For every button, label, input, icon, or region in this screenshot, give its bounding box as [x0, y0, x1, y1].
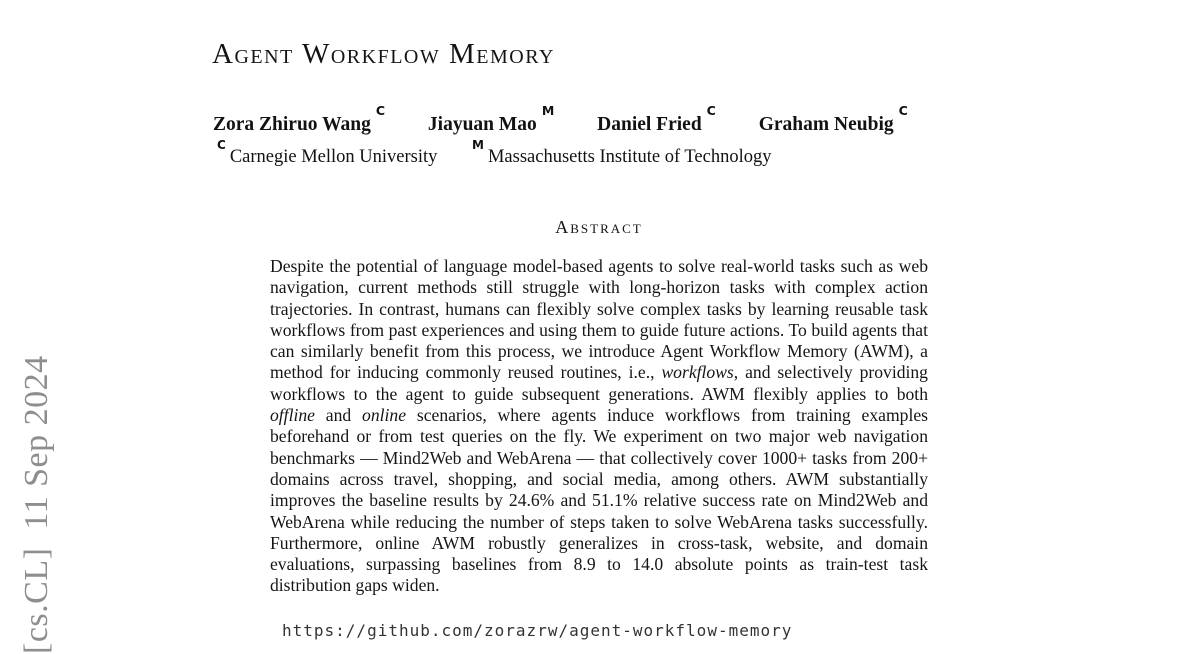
- author-3: [597, 103, 716, 135]
- author-4-affiliation-mark: C: [898, 103, 908, 118]
- author-2-affiliation-mark: M: [541, 103, 555, 118]
- repo-link[interactable]: https://github.com/zorazrw/agent-workflow-memory: [282, 621, 793, 640]
- affiliation-2-mark: M: [472, 138, 484, 152]
- affiliation-2: [472, 138, 772, 168]
- abstract-text-run: Despite the potential of language model-based agents to solve real-world tasks such as web navigation, current methods still struggle with long-horizon tasks with complex action trajectories. In contrast, humans can flexibly solve complex tasks by learning reusable task workflows from past experiences and using them to guide future actions. To build agents that can similarly benefit from this process, we introduce Agent Workflow Memory (AWM), a method for inducing commonly reused routines, i.e.,: [270, 256, 928, 383]
- paper-title: Agent Workflow Memory: [212, 38, 555, 70]
- author-4: [758, 103, 908, 135]
- abstract-italic-run: workflows: [661, 362, 734, 383]
- author-4-name: Graham Neubig: [758, 113, 894, 135]
- author-3-affiliation-mark: C: [706, 103, 716, 118]
- affiliations-row: [217, 138, 772, 168]
- abstract-text-run: and: [314, 405, 363, 426]
- abstract-italic-run: offline: [270, 405, 315, 426]
- author-3-name: Daniel Fried: [597, 113, 702, 135]
- abstract-text-run: , and selectively providing workflows to the agent to guide subsequent generations. AWM flexibly applies to both: [270, 362, 928, 404]
- authors-row: [213, 103, 908, 136]
- affiliation-2-name: Massachusetts Institute of Technology: [487, 147, 772, 168]
- arxiv-sidebar-stamp: [cs.CL] 11 Sep 2024: [18, 355, 55, 654]
- abstract-heading: Abstract: [555, 217, 643, 237]
- abstract-text: [270, 256, 928, 597]
- affiliation-1: [217, 138, 438, 168]
- author-2-name: Jiayuan Mao: [427, 113, 537, 135]
- author-1-name: Zora Zhiruo Wang: [213, 113, 371, 135]
- author-1: [213, 103, 386, 135]
- abstract-text-run: scenarios, where agents induce workflows from training examples beforehand or from test queries on the fly. We experiment on two major web navigation benchmarks — Mind2Web and WebArena — that collectively cover 1000+ tasks from 200+ domains across travel, shopping, and social media, among others. AWM substantially improves the baseline results by 24.6% and 51.1% relative success rate on Mind2Web and WebArena while reducing the number of steps taken to solve WebArena tasks successfully. Furthermore, online AWM robustly generalizes in cross-task, website, and domain evaluations, surpassing baselines from 8.9 to 14.0 absolute points as train-test task distribution gaps widen.: [270, 405, 928, 596]
- affiliation-1-mark: C: [217, 138, 226, 152]
- author-2: [427, 103, 555, 135]
- abstract-italic-run: online: [362, 405, 407, 426]
- author-1-affiliation-mark: C: [375, 103, 386, 118]
- affiliation-1-name: Carnegie Mellon University: [229, 147, 438, 168]
